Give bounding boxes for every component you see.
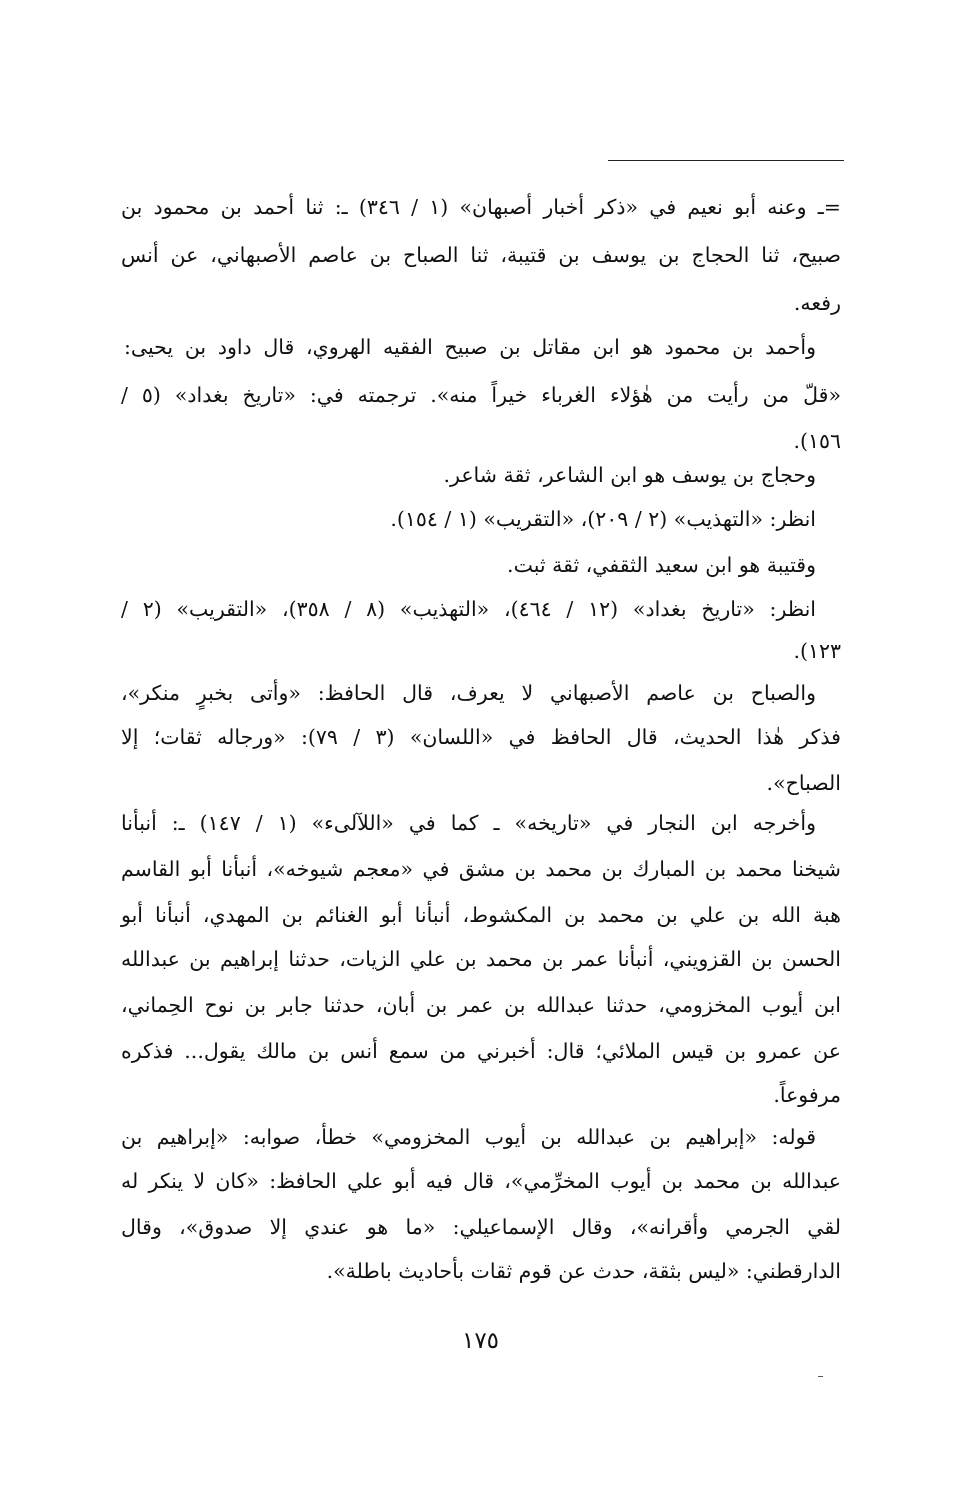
text-line: مرفوعاً. xyxy=(773,1083,841,1107)
text-line: الصباح». xyxy=(766,771,841,795)
text-line: وأخرجه ابن النجار في «تاريخه» ـ كما في «اللآلىء» (١ / ١٤٧) ـ: أنبأنا xyxy=(121,811,816,835)
text-line: ابن أيوب المخزومي، حدثنا عبدالله بن عمر بن أبان، حدثنا جابر بن نوح الحِماني، xyxy=(121,993,841,1017)
text-line: شيخنا محمد بن المبارك بن محمد بن مشق في «معجم شيوخه»، أنبأنا أبو القاسم xyxy=(121,857,841,881)
text-line: ١٥٦). xyxy=(793,429,841,453)
text-line: ١٢٣). xyxy=(793,639,841,663)
text-line: انظر: «التهذيب» (٢ / ٢٠٩)، «التقريب» (١ / ١٥٤). xyxy=(390,507,816,531)
text-line: هبة الله بن علي بن محمد بن المكشوط، أنبأنا أبو الغنائم بن المهدي، أنبأنا أبو xyxy=(121,903,841,927)
text-line: صبيح، ثنا الحجاج بن يوسف بن قتيبة، ثنا الصباح بن عاصم الأصبهاني، عن أنس xyxy=(121,243,841,267)
text-line: انظر: «تاريخ بغداد» (١٢ / ٤٦٤)، «التهذيب» (٨ / ٣٥٨)، «التقريب» (٢ / xyxy=(121,597,816,621)
text-line: وأحمد بن محمود هو ابن مقاتل بن صبيح الفقيه الهروي، قال داود بن يحيى: xyxy=(124,335,816,359)
text-line: عبدالله بن محمد بن أيوب المخرِّمي»، قال فيه أبو علي الحافظ: «كان لا ينكر له xyxy=(121,1169,841,1193)
footnote-separator-rule xyxy=(608,160,844,161)
text-line: وقتيبة هو ابن سعيد الثقفي، ثقة ثبت. xyxy=(507,553,816,577)
text-line: وحجاج بن يوسف هو ابن الشاعر، ثقة شاعر. xyxy=(443,463,816,487)
text-line: =ـ وعنه أبو نعيم في «ذكر أخبار أصبهان» (١ / ٣٤٦) ـ: ثنا أحمد بن محمود بن xyxy=(121,195,841,219)
text-line: قوله: «إبراهيم بن عبدالله بن أيوب المخزومي» خطأ، صوابه: «إبراهيم بن xyxy=(121,1125,816,1149)
scan-mark xyxy=(818,1376,823,1377)
text-line: الحسن بن القزويني، أنبأنا عمر بن محمد بن علي الزيات، حدثنا إبراهيم بن عبدالله xyxy=(121,947,841,971)
text-line: عن عمرو بن قيس الملائي؛ قال: أخبرني من سمع أنس بن مالك يقول... فذكره xyxy=(121,1039,841,1063)
text-line: «قلّ من رأيت من هٰؤلاء الغرباء خيراً منه». ترجمته في: «تاريخ بغداد» (٥ / xyxy=(121,383,841,407)
text-line: والصباح بن عاصم الأصبهاني لا يعرف، قال الحافظ: «وأتى بخبرٍ منكر»، xyxy=(121,681,816,705)
text-line: فذكر هٰذا الحديث، قال الحافظ في «اللسان» (٣ / ٧٩): «ورجاله ثقات؛ إلا xyxy=(121,725,841,749)
text-line: رفعه. xyxy=(793,291,841,315)
text-line: لقي الجرمي وأقرانه»، وقال الإسماعيلي: «ما هو عندي إلا صدوق»، وقال xyxy=(121,1215,841,1239)
page-number: ١٧٥ xyxy=(461,1328,500,1354)
text-line: الدارقطني: «ليس بثقة، حدث عن قوم ثقات بأحاديث باطلة». xyxy=(326,1259,841,1283)
